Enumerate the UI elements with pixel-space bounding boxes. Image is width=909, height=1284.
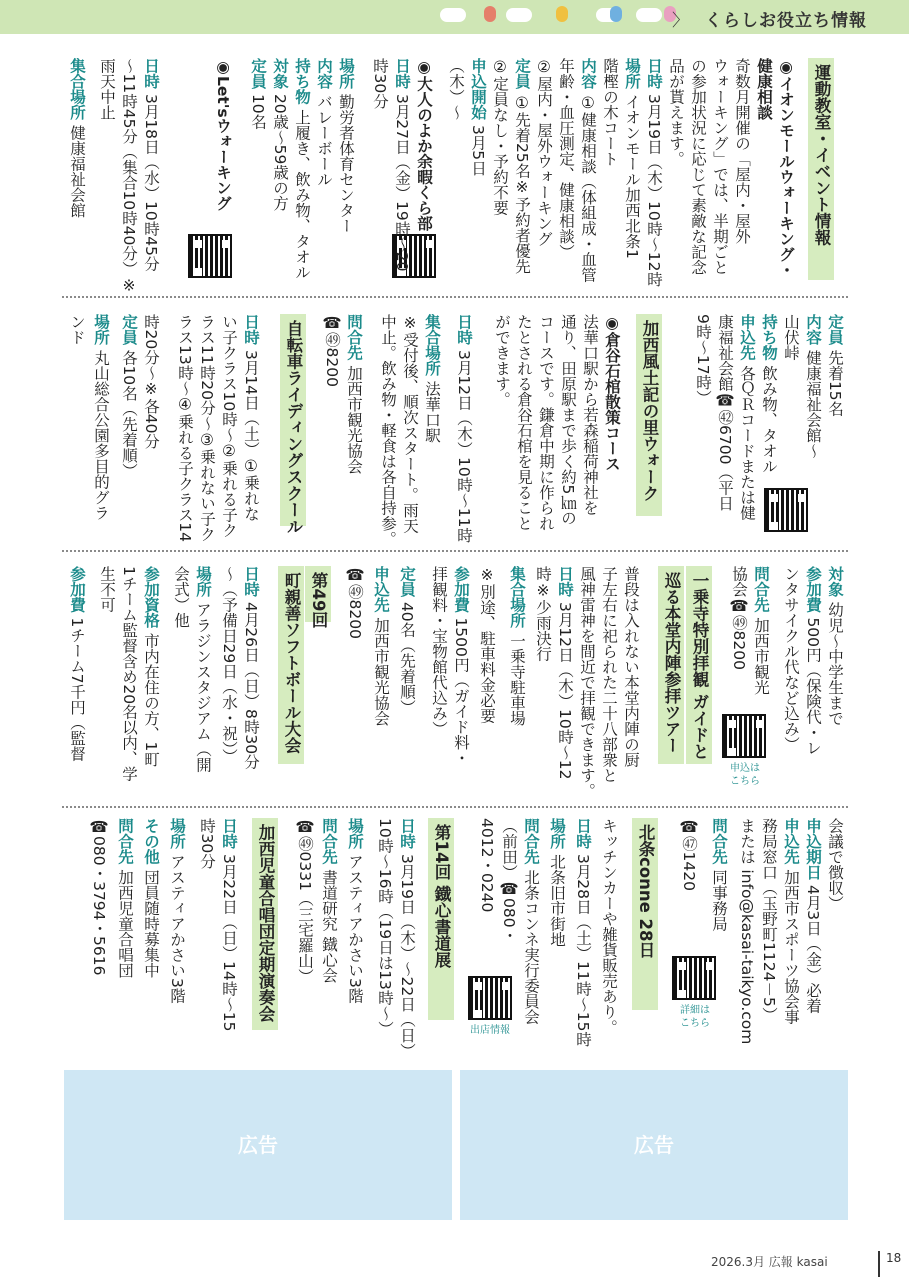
text-line: 子左右に祀られた二十八部衆と — [600, 566, 618, 783]
value: 団員随時募集中 — [142, 869, 160, 978]
value: ラス13時～④乗れる子クラス14 — [176, 314, 194, 542]
value: 加西市観光協会 — [345, 365, 363, 474]
text-line: 奇数月開催の「屋内・屋外 — [733, 58, 751, 244]
qr-caption: 出店情報 — [470, 1025, 510, 1036]
value: 3月12日（木）10時～11時 — [455, 349, 473, 543]
label: 参加費 — [804, 566, 822, 613]
label: 問合先 — [320, 818, 338, 865]
value: アラジンスタジアム（開 — [194, 601, 212, 773]
label: 日時 — [574, 818, 592, 849]
label: 参加費 — [452, 566, 470, 613]
value: ②屋内・屋外ウォーキング — [535, 58, 553, 247]
value: 3月28日（土）11時～15時 — [574, 853, 592, 1047]
label: 内容 — [315, 58, 333, 89]
label: 内容 — [804, 314, 822, 345]
heading-ichijoji-tour: 一乗寺特別拝観 ガイドと — [686, 566, 712, 764]
heading-ichijoji-tour-2: 巡る本堂内陣参拝ツアー — [658, 566, 684, 764]
label: 問合先 — [710, 818, 728, 865]
label: 定員 — [120, 314, 138, 345]
value: ～11時45分（集合10時40分）※ — [120, 58, 138, 295]
value: アスティアかさい3階 — [346, 853, 364, 1004]
value: 幼児～中学生まで — [826, 601, 844, 726]
label: 定員 — [826, 314, 844, 345]
value: ☎㊾8200 — [346, 566, 364, 639]
label: 集合場所 — [68, 58, 86, 120]
text-line: 通り、田原駅まで歩く約5㎞の — [559, 314, 577, 526]
footer-text: 2026.3月 広報 kasai — [711, 1255, 828, 1269]
page-number: 18 — [878, 1251, 901, 1277]
value: 先着15名 — [826, 349, 844, 417]
value: 3月12日（木）10時～12 — [556, 601, 574, 780]
text-line: 普段は入れない本堂内陣の厨 — [622, 566, 640, 768]
value: ☎㊾0331（三宅羅山） — [296, 818, 314, 984]
label: 定員 — [249, 58, 267, 89]
value: 市内在住の方、1町 — [142, 632, 160, 767]
value: （木）～ — [447, 58, 465, 120]
label: 申込期日 — [804, 818, 822, 880]
label: その他 — [142, 818, 160, 865]
value: 時30分 — [198, 818, 216, 869]
section-kasai-fudoki — [0, 314, 909, 547]
value: 3月19日（木）～22日（日） — [398, 853, 416, 1059]
value: 加西児童合唱団 — [116, 869, 134, 978]
label: 定員 — [398, 566, 416, 597]
value: 北条旧市街地 — [548, 853, 566, 947]
value: 会式）他 — [172, 566, 190, 628]
divider — [62, 806, 848, 808]
text-line: 風神雷神を間近で拝観できます。 — [578, 566, 596, 799]
value: 北条コンネ実行委員会 — [522, 869, 540, 1025]
label: 問合先 — [116, 818, 134, 865]
value: 法華口駅 — [423, 380, 441, 443]
value: 4月3日（金）必着 — [804, 884, 822, 1014]
event-aeon-title-2: 健康相談 — [755, 58, 773, 120]
label: 場所 — [346, 818, 364, 849]
value: 務局窓口（玉野町1124－5） — [760, 818, 778, 1023]
value: 1チーム7千円（監督 — [68, 617, 86, 762]
label: 集合場所 — [508, 566, 526, 628]
label: 日時 — [142, 58, 160, 89]
label: 集合場所 — [423, 314, 441, 376]
value: 丸山総合公園多目的グラ — [92, 349, 110, 521]
value: ンタサイクル代など込み） — [782, 566, 800, 752]
value: 時※少雨決行 — [534, 566, 552, 662]
qr-code-icon[interactable] — [722, 714, 766, 758]
label: 対象 — [826, 566, 844, 597]
label: 参加費 — [68, 566, 86, 613]
qr-code-icon[interactable] — [672, 956, 716, 1000]
value: い子クラス10時～②乗れる子ク — [220, 314, 238, 538]
value: 勤労者体育センター — [337, 93, 355, 234]
qr-code-icon[interactable] — [764, 488, 808, 532]
value: 時30分 — [371, 58, 389, 109]
value: （前田）☎080・ — [500, 818, 518, 944]
ad-right[interactable]: 広告 — [460, 1070, 848, 1220]
value: ①先着25名※予約者優先 — [513, 93, 531, 274]
value: 9時～17時） — [694, 314, 712, 406]
value: 各ＱＲコードまたは健 — [738, 365, 756, 521]
section-ichijoji — [0, 566, 909, 806]
label: 場所 — [623, 58, 641, 89]
text-line: ウォーキング」では、半期ごと — [711, 58, 729, 275]
cloud-icon — [636, 8, 662, 22]
value: 協会☎㊾8200 — [730, 566, 748, 670]
value: 加西市観光協会 — [372, 617, 390, 726]
value: アスティアかさい3階 — [168, 853, 186, 1004]
value: 10時～16時（19日は13時～） — [376, 818, 394, 1037]
value: 時20分～※各40分 — [142, 314, 160, 449]
label: 定員 — [513, 58, 531, 89]
balloon-icon — [556, 6, 568, 22]
label: 場所 — [548, 818, 566, 849]
value: 20歳～59歳の方 — [271, 93, 289, 211]
value: 健康福祉会館 — [68, 124, 86, 218]
value: ～（予備日29日（水・祝）） — [220, 566, 238, 764]
divider — [62, 296, 848, 298]
text-line: 品が貰えます。 — [667, 58, 685, 167]
value: 山伏峠 — [782, 314, 800, 361]
heading-hojo-conne: 北条conne 28日 — [632, 818, 658, 1010]
value: ※別途、駐車料金必要 — [478, 566, 496, 724]
value: 加西市スポーツ協会事 — [782, 869, 800, 1025]
section-events — [0, 58, 909, 294]
value: 3月22日（日）14時～15 — [220, 853, 238, 1032]
value: 3月5日 — [469, 124, 487, 176]
heading-choir-concert: 加西児童合唱団定期演奏会 — [252, 818, 278, 1030]
text-line: 法華口駅から若森稲荷神社を — [581, 314, 599, 516]
value: 同事務局 — [710, 869, 728, 932]
label: 参加資格 — [142, 566, 160, 628]
qr-caption: 詳細は こちら — [680, 1005, 710, 1029]
label: 申込先 — [782, 818, 800, 865]
value: 1チーム監督含め20名以内、学 — [120, 566, 138, 782]
label: 日時 — [242, 314, 260, 345]
label: 日時 — [455, 314, 473, 345]
label: 内容 — [579, 58, 597, 89]
label: 場所 — [194, 566, 212, 597]
value: 加西市観光 — [752, 617, 770, 695]
value: 生不可 — [98, 566, 116, 613]
qr-code-icon[interactable] — [188, 234, 232, 278]
label: 申込先 — [738, 314, 756, 361]
ad-left[interactable]: 広告 — [64, 1070, 452, 1220]
event-yoka-title: ◉大人のよか余暇くら部 — [415, 58, 433, 231]
value: 一乗寺駐車場 — [508, 632, 526, 726]
event-aeon-title: ◉イオンモールウォーキング・ — [777, 58, 795, 278]
label: 問合先 — [752, 566, 770, 613]
balloon-icon — [610, 6, 622, 22]
value: 1500円（ガイド料・ — [452, 617, 470, 766]
page-title: くらしお役立ち情報 — [705, 11, 867, 31]
value: ラス11時20分～③乗れない子ク — [198, 314, 216, 542]
value: 書道研究 鐡心会 — [320, 869, 338, 983]
page-header — [0, 0, 909, 34]
section-hojo-conne — [0, 818, 909, 1058]
qr-caption: 申込は こちら — [730, 763, 760, 787]
value: 会議で徴収） — [826, 818, 844, 911]
label: 問合先 — [522, 818, 540, 865]
heading-fudoki-walk: 加西風土記の里ウォーク — [636, 314, 662, 516]
heading-bicycle-school: 自転車ライディングスクール — [280, 314, 306, 526]
value: ☎㊼1420 — [680, 818, 698, 891]
value: ②定員なし・予約不要 — [491, 58, 509, 216]
label: 日時 — [398, 818, 416, 849]
value: ☎㊾8200 — [323, 314, 341, 387]
value: または info@kasai-taikyo.com — [738, 818, 756, 1045]
value: 3月18日（水）10時45分 — [142, 93, 160, 272]
label: 持ち物 — [293, 58, 311, 105]
value: 拝観料・宝物館代込み） — [430, 566, 448, 737]
value: 500円（保険代・レ — [804, 617, 822, 756]
label: 問合先 — [345, 314, 363, 361]
value: 康福祉会館☎㊷6700（平日 — [716, 314, 734, 511]
value: ンド — [68, 314, 86, 345]
text-line: たとされる倉谷石棺を見ること — [515, 314, 533, 531]
value: ※受付後、順次スタート。雨天 — [401, 314, 419, 534]
value: 飲み物、タオル — [760, 365, 778, 474]
heading-calligraphy: 第14回 鐡心書道展 — [428, 818, 454, 1020]
value: 3月19日（木）10時～12時 — [645, 93, 663, 287]
value: 健康福祉会館～ — [804, 349, 822, 459]
value: ①健康相談（体組成・血管 — [579, 93, 597, 283]
label: 申込先 — [372, 566, 390, 613]
event-kuratani-title: ◉倉谷石棺散策コース — [603, 314, 621, 472]
value: 年齢・血圧測定、健康相談） — [557, 58, 575, 260]
heading-exercise-events: 運動教室・イベント情報 — [808, 58, 834, 280]
label: 日時 — [645, 58, 663, 89]
label: 申込開始 — [469, 58, 487, 120]
divider — [62, 550, 848, 552]
heading-softball: 町親善ソフトボール大会 — [278, 566, 304, 764]
value: 3月27日（金）19時～20 — [393, 93, 411, 272]
label: 日時 — [393, 58, 411, 89]
value: 4月26日（日）8時30分 — [242, 601, 260, 770]
value: ☎080・3794・5616 — [90, 818, 108, 976]
label: 日時 — [242, 566, 260, 597]
qr-code-icon[interactable] — [468, 976, 512, 1020]
value: 4012・0240 — [478, 818, 496, 913]
cloud-icon — [440, 8, 466, 22]
value: 中止。飲み物・軽食は各自持参。 — [379, 314, 397, 547]
label: 日時 — [556, 566, 574, 597]
heading-softball-no: 第49回 — [305, 566, 331, 622]
text-line: ができます。 — [493, 314, 511, 407]
value: 3月14日（土）①乗れな — [242, 349, 260, 522]
cloud-icon — [506, 8, 532, 22]
value: 雨天中止 — [98, 58, 116, 120]
label: 場所 — [92, 314, 110, 345]
label: 持ち物 — [760, 314, 778, 361]
balloon-icon — [484, 6, 496, 22]
value: 階樫の木コート — [601, 58, 619, 167]
label: 場所 — [337, 58, 355, 89]
text-line: コースです。鎌倉中期に作られ — [537, 314, 555, 531]
value: バレーボール — [315, 93, 333, 187]
value: 10名 — [249, 93, 267, 130]
chevron-icon: 〉 — [672, 11, 689, 31]
label: 対象 — [271, 58, 289, 89]
text-line: キッチンカーや雑貨販売あり。 — [600, 818, 618, 1035]
text-line: の参加状況に応じて素敵な記念 — [689, 58, 707, 275]
value: 40名（先着順） — [398, 601, 416, 715]
label: 場所 — [168, 818, 186, 849]
value: 上履き、飲み物、タオル — [293, 109, 311, 280]
event-lets-walking-title: ◉Let'sウォーキング — [214, 58, 232, 211]
label: 日時 — [220, 818, 238, 849]
value: イオンモール加西北条1 — [623, 93, 641, 259]
value: 各10名（先着順） — [120, 349, 138, 479]
